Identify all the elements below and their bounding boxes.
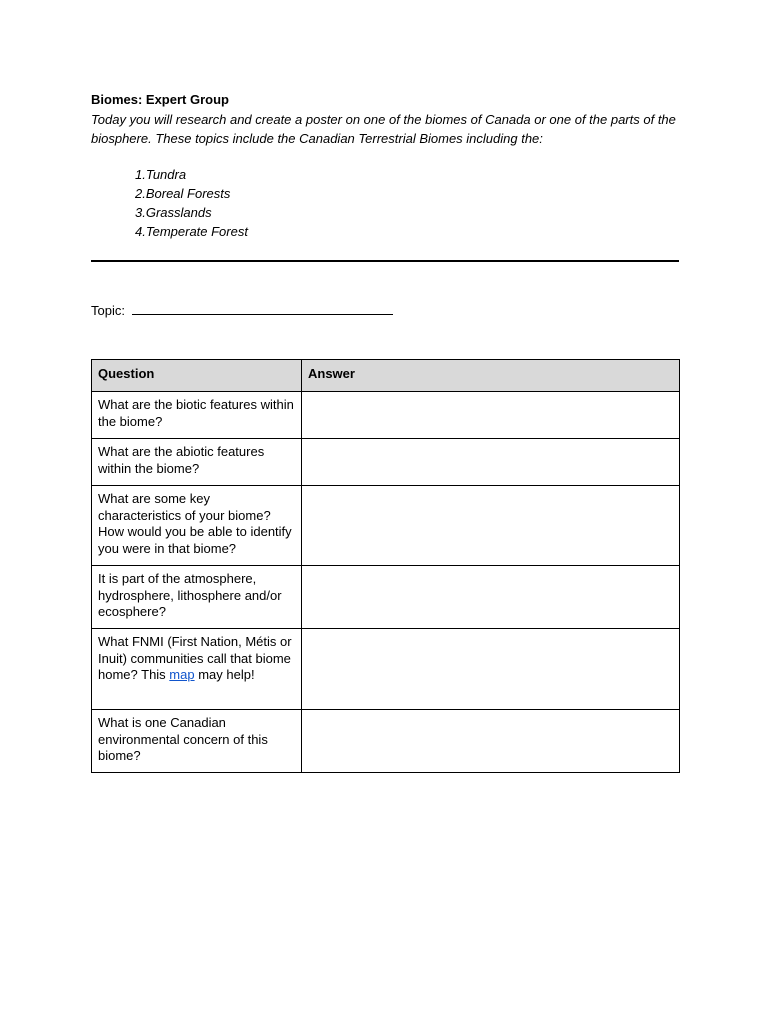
question-answer-table xyxy=(91,359,680,773)
list-item: 1.Tundra xyxy=(135,167,187,182)
answer-cell[interactable] xyxy=(302,486,680,566)
table-row xyxy=(92,392,680,439)
horizontal-divider xyxy=(91,260,679,262)
table-row xyxy=(92,566,680,629)
topic-label: Topic: xyxy=(91,303,125,318)
list-item: 3.Grasslands xyxy=(135,205,212,220)
table-row xyxy=(92,710,680,773)
intro-text: Today you will research and create a poster on one of the biomes of Canada or one of the parts of the biosphere. These topics include the Canadian Terrestrial Biomes including the: xyxy=(91,112,676,146)
list-item: 2.Boreal Forests xyxy=(135,186,231,201)
question-text: may help! xyxy=(194,667,255,682)
question-cell: What are the biotic features within the biome? xyxy=(92,392,302,439)
document-page xyxy=(91,91,679,773)
topic-blank-line[interactable] xyxy=(132,302,393,315)
question-cell: It is part of the atmosphere, hydrosphere, lithosphere and/or ecosphere? xyxy=(92,566,302,629)
answer-cell[interactable] xyxy=(302,439,680,486)
table-row xyxy=(92,486,680,566)
question-column-header: Question xyxy=(92,360,302,392)
question-text: What FNMI (First Nation, Métis or Inuit) communities call that biome home? This xyxy=(98,634,292,682)
map-link[interactable]: map xyxy=(169,667,195,682)
table-header-row xyxy=(92,360,680,392)
question-cell: What are the abiotic features within the biome? xyxy=(92,439,302,486)
answer-cell[interactable] xyxy=(302,710,680,773)
question-cell xyxy=(92,629,302,710)
table-row xyxy=(92,439,680,486)
answer-cell[interactable] xyxy=(302,629,680,710)
question-cell: What is one Canadian environmental concern of this biome? xyxy=(92,710,302,773)
answer-column-header: Answer xyxy=(302,360,680,392)
answer-cell[interactable] xyxy=(302,392,680,439)
page-title: Biomes: Expert Group xyxy=(91,92,229,107)
question-cell: What are some key characteristics of your biome? How would you be able to identify you were in that biome? xyxy=(92,486,302,566)
table-row xyxy=(92,629,680,710)
biome-list xyxy=(135,165,679,241)
list-item: 4.Temperate Forest xyxy=(135,224,248,239)
answer-cell[interactable] xyxy=(302,566,680,629)
topic-row xyxy=(91,302,679,319)
